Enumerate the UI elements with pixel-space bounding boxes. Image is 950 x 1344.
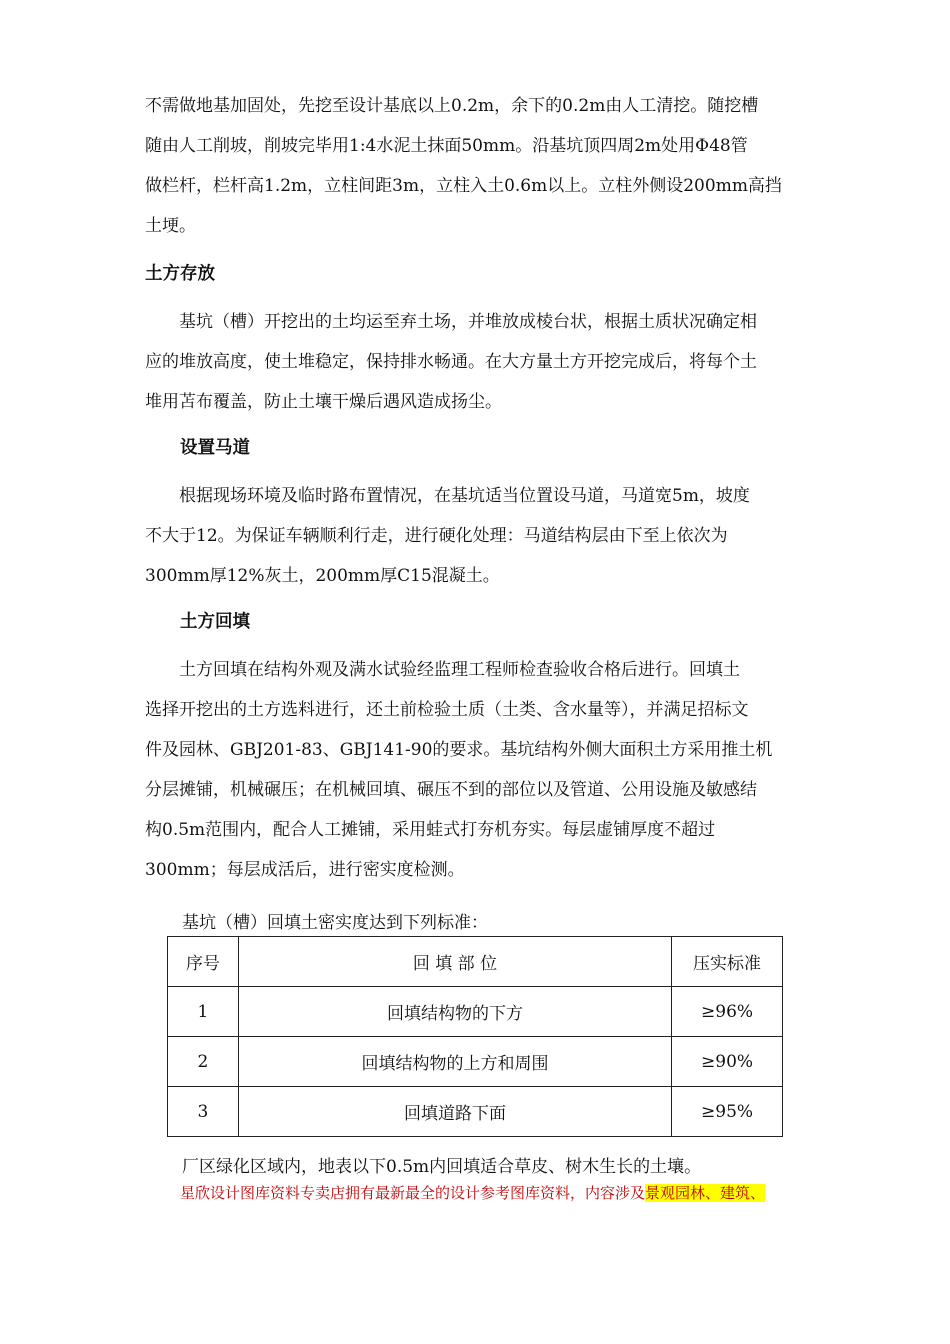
text-line: 件及园林、GBJ201-83、GBJ141-90的要求。基坑结构外侧大面积土方采用推土机 (145, 740, 773, 760)
cell-location: 回填道路下面 (238, 1087, 671, 1137)
heading-backfill: 土方回填 (180, 612, 250, 632)
header-standard: 压实标准 (672, 937, 783, 987)
promo-line (180, 1182, 765, 1203)
storage-paragraph (145, 302, 810, 422)
intro-paragraph (145, 86, 810, 246)
cell-location: 回填结构物的上方和周围 (238, 1037, 671, 1087)
text-line: 根据现场环境及临时路布置情况，在基坑适当位置设马道，马道宽5m，坡度 (145, 486, 750, 506)
promo-highlight: 景观园林、建筑、 (645, 1184, 766, 1202)
cell-standard: ≥95% (672, 1087, 783, 1137)
green-area-note: 厂区绿化区域内，地表以下0.5m内回填适合草皮、树木生长的土壤。 (182, 1157, 702, 1177)
text-line: 堆用苫布覆盖，防止土壤干燥后遇风造成扬尘。 (145, 392, 502, 412)
text-line: 300mm厚12%灰土，200mm厚C15混凝土。 (145, 566, 500, 586)
header-index: 序号 (168, 937, 239, 987)
ramp-paragraph (145, 476, 810, 596)
text-line: 基坑（槽）开挖出的土均运至弃土场，并堆放成棱台状，根据土质状况确定相 (145, 312, 757, 332)
table-row (168, 1037, 783, 1087)
text-line: 分层摊铺，机械碾压；在机械回填、碾压不到的部位以及管道、公用设施及敏感结 (145, 780, 757, 800)
heading-ramp: 设置马道 (180, 438, 250, 458)
text-line: 300mm；每层成活后，进行密实度检测。 (145, 860, 465, 880)
table-caption: 基坑（槽）回填土密实度达到下列标准： (182, 913, 488, 933)
text-line: 土方回填在结构外观及满水试验经监理工程师检查验收合格后进行。回填土 (145, 660, 740, 680)
promo-text: 星欣设计图库资料专卖店拥有最新最全的设计参考图库资料，内容涉及 (180, 1184, 646, 1202)
text-line: 随由人工削坡，削坡完毕用1:4水泥土抹面50mm。沿基坑顶四周2m处用Φ48管 (145, 136, 748, 156)
text-line: 选择开挖出的土方选料进行，还土前检验土质（土类、含水量等），并满足招标文 (145, 700, 749, 720)
backfill-paragraph (145, 650, 810, 890)
text-line: 做栏杆，栏杆高1.2m，立柱间距3m，立柱入土0.6m以上。立柱外侧设200mm高挡 (145, 176, 782, 196)
cell-index: 3 (168, 1087, 239, 1137)
table-header-row (168, 937, 783, 987)
header-location: 回 填 部 位 (238, 937, 671, 987)
text-line: 不大于12。为保证车辆顺利行走，进行硬化处理：马道结构层由下至上依次为 (145, 526, 728, 546)
text-line: 构0.5m范围内，配合人工摊铺，采用蛙式打夯机夯实。每层虚铺厚度不超过 (145, 820, 716, 840)
cell-location: 回填结构物的下方 (238, 987, 671, 1037)
text-line: 不需做地基加固处，先挖至设计基底以上0.2m，余下的0.2m由人工清挖。随挖槽 (145, 96, 759, 116)
cell-standard: ≥96% (672, 987, 783, 1037)
heading-soil-storage: 土方存放 (145, 264, 215, 284)
cell-index: 1 (168, 987, 239, 1037)
cell-standard: ≥90% (672, 1037, 783, 1087)
table-row (168, 1087, 783, 1137)
text-line: 应的堆放高度，使土堆稳定，保持排水畅通。在大方量土方开挖完成后，将每个土 (145, 352, 757, 372)
cell-index: 2 (168, 1037, 239, 1087)
text-line: 土埂。 (145, 216, 196, 236)
compaction-standard-table (167, 936, 783, 1137)
table-row (168, 987, 783, 1037)
